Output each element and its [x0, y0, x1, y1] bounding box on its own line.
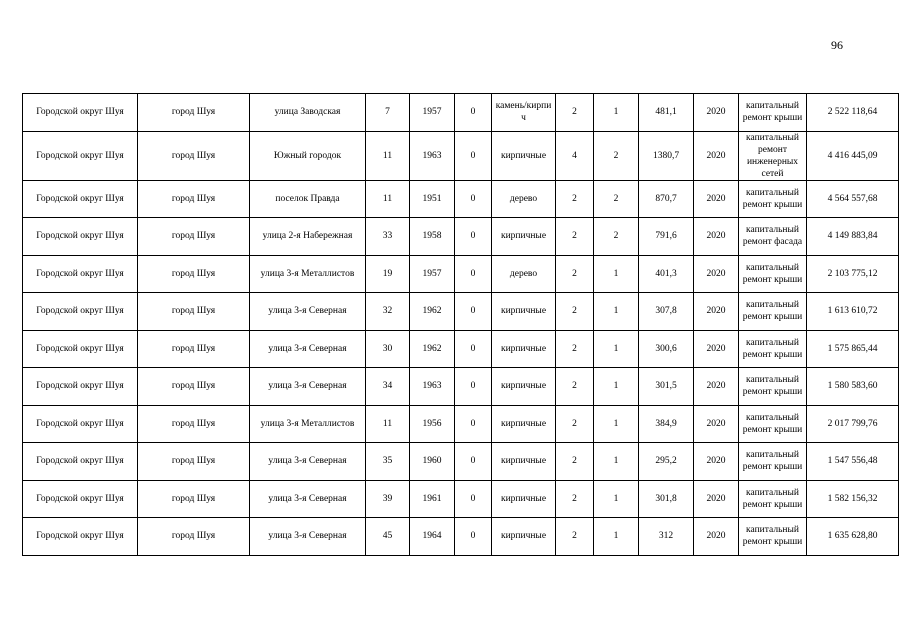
district-cell: Городской округ Шуя — [23, 368, 138, 406]
district-cell: Городской округ Шуя — [23, 131, 138, 180]
area-cell: 307,8 — [639, 293, 694, 331]
cost-cell: 1 613 610,72 — [807, 293, 899, 331]
work-type-cell: капитальный ремонт инженерных сетей — [739, 131, 807, 180]
city-cell: город Шуя — [138, 368, 250, 406]
floors-cell: 2 — [556, 405, 594, 443]
area-cell: 312 — [639, 518, 694, 556]
house-number-cell: 45 — [366, 518, 410, 556]
house-number-cell: 11 — [366, 405, 410, 443]
table-row — [23, 293, 899, 331]
district-cell: Городской округ Шуя — [23, 480, 138, 518]
entrances-cell: 1 — [594, 255, 639, 293]
street-cell: улица 3-я Металлистов — [250, 405, 366, 443]
table-row — [23, 405, 899, 443]
city-cell: город Шуя — [138, 443, 250, 481]
plan-year-cell: 2020 — [694, 218, 739, 256]
cost-cell: 1 582 156,32 — [807, 480, 899, 518]
house-number-cell: 7 — [366, 94, 410, 132]
build-year-cell: 1963 — [410, 131, 455, 180]
entrances-cell: 1 — [594, 293, 639, 331]
house-number-cell: 32 — [366, 293, 410, 331]
area-cell: 1380,7 — [639, 131, 694, 180]
entrances-cell: 1 — [594, 443, 639, 481]
wall-material-cell: кирпичные — [492, 218, 556, 256]
work-type-cell: капитальный ремонт фасада — [739, 218, 807, 256]
page-number: 96 — [831, 38, 843, 52]
plan-year-cell: 2020 — [694, 255, 739, 293]
house-number-cell: 30 — [366, 330, 410, 368]
cost-cell: 4 149 883,84 — [807, 218, 899, 256]
district-cell: Городской округ Шуя — [23, 180, 138, 218]
floors-cell: 4 — [556, 131, 594, 180]
floors-cell: 2 — [556, 443, 594, 481]
floors-cell: 2 — [556, 518, 594, 556]
district-cell: Городской округ Шуя — [23, 443, 138, 481]
value-cell: 0 — [455, 443, 492, 481]
house-number-cell: 11 — [366, 180, 410, 218]
district-cell: Городской округ Шуя — [23, 255, 138, 293]
entrances-cell: 1 — [594, 405, 639, 443]
area-cell: 295,2 — [639, 443, 694, 481]
street-cell: улица 3-я Северная — [250, 293, 366, 331]
plan-year-cell: 2020 — [694, 180, 739, 218]
city-cell: город Шуя — [138, 180, 250, 218]
build-year-cell: 1956 — [410, 405, 455, 443]
build-year-cell: 1962 — [410, 330, 455, 368]
wall-material-cell: кирпичные — [492, 480, 556, 518]
table-row — [23, 480, 899, 518]
street-cell: Южный городок — [250, 131, 366, 180]
street-cell: улица Заводская — [250, 94, 366, 132]
district-cell: Городской округ Шуя — [23, 218, 138, 256]
wall-material-cell: кирпичные — [492, 131, 556, 180]
build-year-cell: 1964 — [410, 518, 455, 556]
plan-year-cell: 2020 — [694, 443, 739, 481]
street-cell: поселок Правда — [250, 180, 366, 218]
entrances-cell: 1 — [594, 518, 639, 556]
work-type-cell: капитальный ремонт крыши — [739, 255, 807, 293]
table-row — [23, 180, 899, 218]
build-year-cell: 1957 — [410, 255, 455, 293]
value-cell: 0 — [455, 94, 492, 132]
area-cell: 300,6 — [639, 330, 694, 368]
cost-cell: 2 522 118,64 — [807, 94, 899, 132]
work-type-cell: капитальный ремонт крыши — [739, 293, 807, 331]
work-type-cell: капитальный ремонт крыши — [739, 180, 807, 218]
house-number-cell: 34 — [366, 368, 410, 406]
housing-repair-table — [22, 93, 899, 556]
street-cell: улица 3-я Северная — [250, 330, 366, 368]
street-cell: улица 3-я Северная — [250, 518, 366, 556]
floors-cell: 2 — [556, 180, 594, 218]
wall-material-cell: кирпичные — [492, 405, 556, 443]
street-cell: улица 3-я Северная — [250, 480, 366, 518]
district-cell: Городской округ Шуя — [23, 330, 138, 368]
wall-material-cell: кирпичные — [492, 293, 556, 331]
house-number-cell: 11 — [366, 131, 410, 180]
work-type-cell: капитальный ремонт крыши — [739, 330, 807, 368]
house-number-cell: 19 — [366, 255, 410, 293]
cost-cell: 1 580 583,60 — [807, 368, 899, 406]
value-cell: 0 — [455, 405, 492, 443]
value-cell: 0 — [455, 218, 492, 256]
floors-cell: 2 — [556, 94, 594, 132]
cost-cell: 1 547 556,48 — [807, 443, 899, 481]
build-year-cell: 1961 — [410, 480, 455, 518]
table-row — [23, 443, 899, 481]
area-cell: 301,5 — [639, 368, 694, 406]
table-row — [23, 131, 899, 180]
district-cell: Городской округ Шуя — [23, 518, 138, 556]
house-number-cell: 39 — [366, 480, 410, 518]
floors-cell: 2 — [556, 255, 594, 293]
table-row — [23, 218, 899, 256]
city-cell: город Шуя — [138, 405, 250, 443]
floors-cell: 2 — [556, 218, 594, 256]
plan-year-cell: 2020 — [694, 518, 739, 556]
wall-material-cell: кирпичные — [492, 368, 556, 406]
district-cell: Городской округ Шуя — [23, 293, 138, 331]
district-cell: Городской округ Шуя — [23, 94, 138, 132]
build-year-cell: 1957 — [410, 94, 455, 132]
house-number-cell: 35 — [366, 443, 410, 481]
wall-material-cell: кирпичные — [492, 518, 556, 556]
build-year-cell: 1958 — [410, 218, 455, 256]
plan-year-cell: 2020 — [694, 480, 739, 518]
entrances-cell: 2 — [594, 180, 639, 218]
house-number-cell: 33 — [366, 218, 410, 256]
street-cell: улица 3-я Металлистов — [250, 255, 366, 293]
work-type-cell: капитальный ремонт крыши — [739, 518, 807, 556]
area-cell: 301,8 — [639, 480, 694, 518]
work-type-cell: капитальный ремонт крыши — [739, 94, 807, 132]
entrances-cell: 1 — [594, 330, 639, 368]
table-body — [23, 94, 899, 556]
floors-cell: 2 — [556, 330, 594, 368]
wall-material-cell: дерево — [492, 255, 556, 293]
wall-material-cell: кирпичные — [492, 443, 556, 481]
work-type-cell: капитальный ремонт крыши — [739, 480, 807, 518]
entrances-cell: 1 — [594, 368, 639, 406]
entrances-cell: 1 — [594, 480, 639, 518]
city-cell: город Шуя — [138, 518, 250, 556]
street-cell: улица 3-я Северная — [250, 443, 366, 481]
area-cell: 481,1 — [639, 94, 694, 132]
floors-cell: 2 — [556, 480, 594, 518]
city-cell: город Шуя — [138, 293, 250, 331]
city-cell: город Шуя — [138, 131, 250, 180]
value-cell: 0 — [455, 330, 492, 368]
table-row — [23, 255, 899, 293]
build-year-cell: 1951 — [410, 180, 455, 218]
work-type-cell: капитальный ремонт крыши — [739, 368, 807, 406]
floors-cell: 2 — [556, 293, 594, 331]
table-row — [23, 368, 899, 406]
cost-cell: 2 103 775,12 — [807, 255, 899, 293]
plan-year-cell: 2020 — [694, 131, 739, 180]
street-cell: улица 2-я Набережная — [250, 218, 366, 256]
build-year-cell: 1960 — [410, 443, 455, 481]
value-cell: 0 — [455, 131, 492, 180]
table-row — [23, 330, 899, 368]
work-type-cell: капитальный ремонт крыши — [739, 405, 807, 443]
value-cell: 0 — [455, 293, 492, 331]
build-year-cell: 1963 — [410, 368, 455, 406]
city-cell: город Шуя — [138, 480, 250, 518]
build-year-cell: 1962 — [410, 293, 455, 331]
entrances-cell: 1 — [594, 94, 639, 132]
area-cell: 384,9 — [639, 405, 694, 443]
cost-cell: 4 416 445,09 — [807, 131, 899, 180]
entrances-cell: 2 — [594, 131, 639, 180]
cost-cell: 1 635 628,80 — [807, 518, 899, 556]
area-cell: 870,7 — [639, 180, 694, 218]
plan-year-cell: 2020 — [694, 293, 739, 331]
area-cell: 791,6 — [639, 218, 694, 256]
value-cell: 0 — [455, 180, 492, 218]
wall-material-cell: кирпичные — [492, 330, 556, 368]
area-cell: 401,3 — [639, 255, 694, 293]
cost-cell: 1 575 865,44 — [807, 330, 899, 368]
city-cell: город Шуя — [138, 94, 250, 132]
value-cell: 0 — [455, 518, 492, 556]
street-cell: улица 3-я Северная — [250, 368, 366, 406]
plan-year-cell: 2020 — [694, 405, 739, 443]
plan-year-cell: 2020 — [694, 368, 739, 406]
value-cell: 0 — [455, 480, 492, 518]
cost-cell: 4 564 557,68 — [807, 180, 899, 218]
plan-year-cell: 2020 — [694, 330, 739, 368]
work-type-cell: капитальный ремонт крыши — [739, 443, 807, 481]
table-row — [23, 94, 899, 132]
cost-cell: 2 017 799,76 — [807, 405, 899, 443]
plan-year-cell: 2020 — [694, 94, 739, 132]
city-cell: город Шуя — [138, 330, 250, 368]
district-cell: Городской округ Шуя — [23, 405, 138, 443]
value-cell: 0 — [455, 368, 492, 406]
value-cell: 0 — [455, 255, 492, 293]
floors-cell: 2 — [556, 368, 594, 406]
entrances-cell: 2 — [594, 218, 639, 256]
city-cell: город Шуя — [138, 218, 250, 256]
table-row — [23, 518, 899, 556]
city-cell: город Шуя — [138, 255, 250, 293]
wall-material-cell: дерево — [492, 180, 556, 218]
wall-material-cell: камень/кирпич — [492, 94, 556, 132]
